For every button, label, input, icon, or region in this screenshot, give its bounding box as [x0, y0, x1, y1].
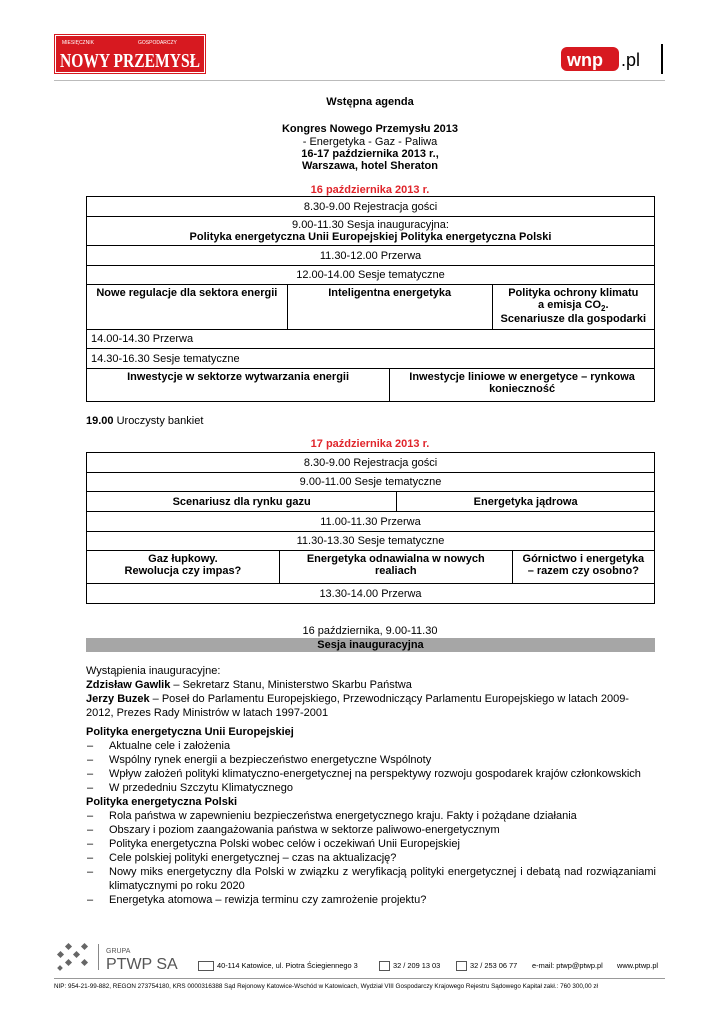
topic-eu-heading: Polityka energetyczna Unii Europejskiej [86, 726, 294, 738]
day2-sessions2: 11.30-13.30 Sesje tematyczne [87, 532, 655, 551]
group-label: GRUPA [106, 948, 131, 955]
day2-break1: 11.00-11.30 Przerwa [87, 512, 655, 532]
climate-line1: Polityka ochrony klimatu [508, 287, 639, 299]
day1-sessions2: 14.30-16.30 Sesje tematyczne [87, 349, 655, 369]
header-divider [54, 80, 665, 81]
logo-main-text: NOWY PRZEMYSŁ [60, 50, 200, 72]
list-item: – Aktualne cele i założenia [86, 739, 656, 753]
footer-address [198, 961, 358, 971]
shale-line1: Gaz łupkowy. [148, 553, 218, 565]
day1-registration: 8.30-9.00 Rejestracja gości [87, 197, 655, 217]
speaker-2-name: Jerzy Buzek [86, 693, 150, 705]
phone-icon [379, 961, 390, 971]
day2-session-renewables [279, 551, 512, 584]
footer-phone [379, 961, 440, 971]
day1-session-grid [390, 369, 655, 402]
renewables-line1: Energetyka odnawialna w nowych [306, 553, 485, 565]
wnp-suffix: .pl [621, 50, 641, 70]
footer-divider [54, 978, 665, 979]
day2-session-nuclear: Energetyka jądrowa [397, 492, 655, 512]
nowy-przemysl-logo [54, 34, 206, 74]
speaker-2-role: – Poseł do Parlamentu Europejskiego, Przewodniczący Parlamentu Europejskiego w latach 2009-2012, Prezes Rady Ministrów w latach 1997-2001 [86, 693, 629, 719]
day1-session-generation: Inwestycje w sektorze wytwarzania energii [87, 369, 390, 402]
session-date: 16 października, 9.00-11.30 [302, 625, 438, 637]
shale-line2: Rewolucja czy impas? [124, 565, 242, 577]
fax-text: 32 / 253 06 77 [470, 961, 518, 970]
list-item: – Energetyka atomowa – rewizja terminu czy zamrożenie projektu? [86, 893, 656, 907]
grid-line2: konieczność [489, 383, 556, 395]
speaker-2 [86, 692, 656, 720]
footer-legal: NIP: 954-21-99-882, REGON 273754180, KRS 0000316388 Sąd Rejonowy Katowice-Wschód w Katowicach, Wydział VIII Gospodarczy Krajowego Rejestru Sądowego Kapitał zakł.: 760 300,00 zł [54, 983, 598, 990]
day1-agenda-table [86, 196, 655, 402]
list-item: – Nowy miks energetyczny dla Polski w związku z weryfikacją polityki energetycznej i debatą nad rozwiązaniami klimatycznymi po roku 2020 [86, 865, 656, 893]
list-item: – Wspólny rynek energii a bezpieczeństwo energetyczne Wspólnoty [86, 753, 656, 767]
day1-session-climate [492, 285, 654, 330]
ptwp-logo [54, 940, 194, 974]
mining-line1: Górnictwo i energetyka [522, 553, 645, 565]
topic-pl-list [86, 809, 656, 907]
day2-date: 17 października 2013 r. [310, 438, 430, 450]
day1-inaugural-title: Polityka energetyczna Unii Europejskiej Polityka energetyczna Polski [189, 231, 552, 243]
speaker-1-role: – Sekretarz Stanu, Ministerstwo Skarbu Państwa [170, 679, 412, 691]
banquet-line [86, 414, 656, 428]
list-item: – Rola państwa w zapewnieniu bezpieczeństwa energetycznego kraju. Fakty i pożądane działania [86, 809, 656, 823]
list-item: – W przededniu Szczytu Klimatycznego [86, 781, 656, 795]
banquet-time: 19.00 [86, 415, 114, 427]
renewables-line2: realiach [374, 565, 417, 577]
logo-top-right: GOSPODARCZY [138, 40, 177, 46]
mining-line2: – razem czy osobno? [527, 565, 639, 577]
list-item: – Obszary i poziom zaangażowania państwa w sektorze paliwowo-energetycznym [86, 823, 656, 837]
congress-name: Kongres Nowego Przemysłu 2013 [281, 123, 459, 135]
company-name: PTWP SA [106, 956, 178, 973]
day1-inaugural-time: 9.00-11.30 Sesja inauguracyjna: [292, 219, 449, 231]
address-icon [198, 961, 214, 971]
wnp-logo [561, 44, 665, 74]
congress-venue: Warszawa, hotel Sheraton [302, 160, 438, 172]
congress-dates: 16-17 października 2013 r., [301, 148, 439, 160]
topic-eu-list [86, 739, 656, 795]
session-speakers [86, 664, 656, 720]
day2-registration: 8.30-9.00 Rejestracja gości [87, 453, 655, 473]
congress-topics: - Energetyka - Gaz - Paliwa [302, 136, 438, 148]
day1-break2: 14.00-14.30 Przerwa [87, 330, 655, 349]
address-text: 40-114 Katowice, ul. Piotra Ściegiennego 3 [217, 961, 358, 970]
day1-inaugural [87, 217, 655, 246]
logo-top-left: MIESIĘCZNIK [62, 40, 94, 46]
doc-title: Wstępna agenda [326, 96, 414, 108]
session-topics [86, 725, 656, 907]
speaker-1 [86, 678, 656, 692]
speaker-1-name: Zdzisław Gawlik [86, 679, 171, 691]
day2-sessions1: 9.00-11.00 Sesje tematyczne [87, 473, 655, 492]
speakers-intro: Wystąpienia inauguracyjne: [86, 665, 221, 677]
grid-line1: Inwestycje liniowe w energetyce – rynkowa [409, 371, 635, 383]
list-item: – Cele polskiej polityki energetycznej – czas na aktualizację? [86, 851, 656, 865]
day2-break2: 13.30-14.00 Przerwa [87, 584, 655, 604]
session-title-bar: Sesja inauguracyjna [86, 638, 655, 652]
footer-www[interactable]: www.ptwp.pl [617, 961, 659, 970]
footer-email[interactable]: e-mail: ptwp@ptwp.pl [532, 961, 603, 970]
day2-session-shale [87, 551, 280, 584]
climate-line2: a emisja $CO_2$. [538, 299, 609, 314]
climate-line3: Scenariusze dla gospodarki [500, 313, 647, 326]
topic-pl-heading: Polityka energetyczna Polski [86, 796, 238, 808]
day2-session-mining [512, 551, 654, 584]
fax-icon [456, 961, 467, 971]
wnp-main: wnp [567, 50, 603, 70]
banquet-label: Uroczysty bankiet [113, 415, 204, 427]
day1-session-regulations: Nowe regulacje dla sektora energii [87, 285, 288, 330]
list-item: – Polityka energetyczna Polski wobec celów i oczekiwań Unii Europejskiej [86, 837, 656, 851]
day2-session-gas: Scenariusz dla rynku gazu [87, 492, 397, 512]
day1-session-smart-energy: Inteligentna energetyka [287, 285, 492, 330]
list-item: – Wpływ założeń polityki klimatyczno-energetycznej na perspektywy rozwoju gospodarek krajów członkowskich [86, 767, 656, 781]
footer-fax [456, 961, 517, 971]
day1-sessions1: 12.00-14.00 Sesje tematyczne [87, 266, 655, 285]
day1-break1: 11.30-12.00 Przerwa [87, 246, 655, 266]
day1-date: 16 października 2013 r. [310, 184, 430, 196]
day2-agenda-table [86, 452, 655, 604]
phone-text: 32 / 209 13 03 [393, 961, 441, 970]
